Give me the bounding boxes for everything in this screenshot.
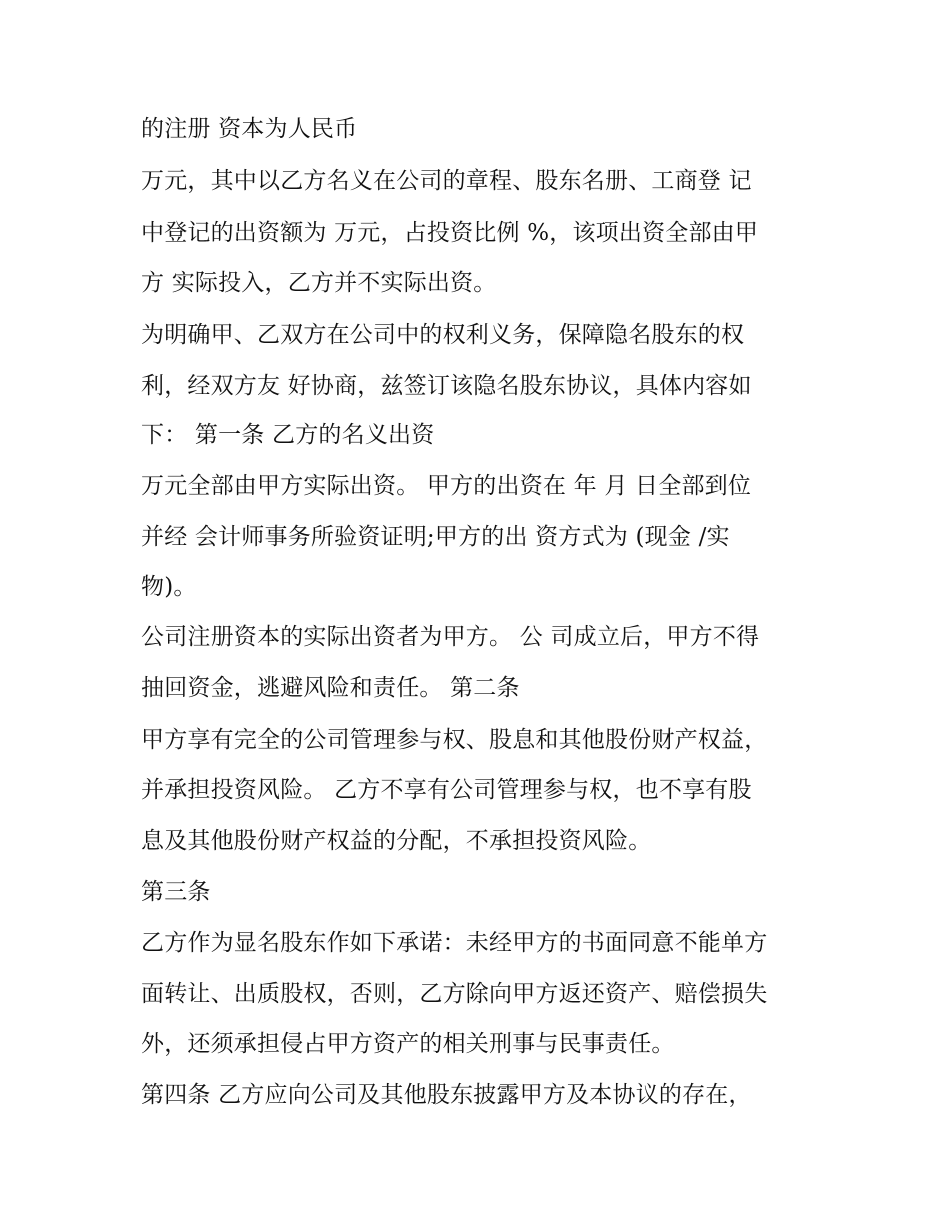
text-line: 并承担投资风险。 乙方不享有公司管理参与权，也不享有股 <box>141 777 752 803</box>
text-line: 的注册 资本为人民币 <box>141 116 358 142</box>
text-line: 公司注册资本的实际出资者为甲方。 公 司成立后，甲方不得 <box>141 624 760 650</box>
text-line: 第四条 乙方应向公司及其他股东披露甲方及本协议的存在， <box>141 1082 752 1108</box>
text-line: 万元全部由甲方实际出资。 甲方的出资在 年 月 日全部到位 <box>141 473 752 499</box>
text-line: 并经 会计师事务所验资证明;甲方的出 资方式为 (现金 /实 <box>141 524 730 550</box>
text-line: 下： 第一条 乙方的名义出资 <box>141 422 435 448</box>
text-line: 物)。 <box>141 574 197 600</box>
text-line: 抽回资金，逃避风险和责任。 第二条 <box>141 675 520 701</box>
text-line: 乙方作为显名股东作如下承诺：未经甲方的书面同意不能单方 <box>141 930 768 956</box>
text-line: 万元，其中以乙方名义在公司的章程、股东名册、工商登 记 <box>141 168 752 194</box>
text-line: 外，还须承担侵占甲方资产的相关刑事与民事责任。 <box>141 1031 675 1057</box>
text-line: 息及其他股份财产权益的分配，不承担投资风险。 <box>141 828 652 854</box>
text-line: 为明确甲、乙双方在公司中的权利义务，保障隐名股东的权 <box>141 322 745 348</box>
text-line: 第三条 <box>141 879 211 905</box>
text-line: 面转让、出质股权，否则，乙方除向甲方返还资产、赔偿损失 <box>141 981 768 1007</box>
text-line: 方 实际投入，乙方并不实际出资。 <box>141 270 497 296</box>
text-line: 利，经双方友 好协商，兹签订该隐名股东协议，具体内容如 <box>141 373 752 399</box>
text-line: 甲方享有完全的公司管理参与权、股息和其他股份财产权益， <box>141 727 768 753</box>
text-line: 中登记的出资额为 万元，占投资比例 %，该项出资全部由甲 <box>141 220 759 246</box>
